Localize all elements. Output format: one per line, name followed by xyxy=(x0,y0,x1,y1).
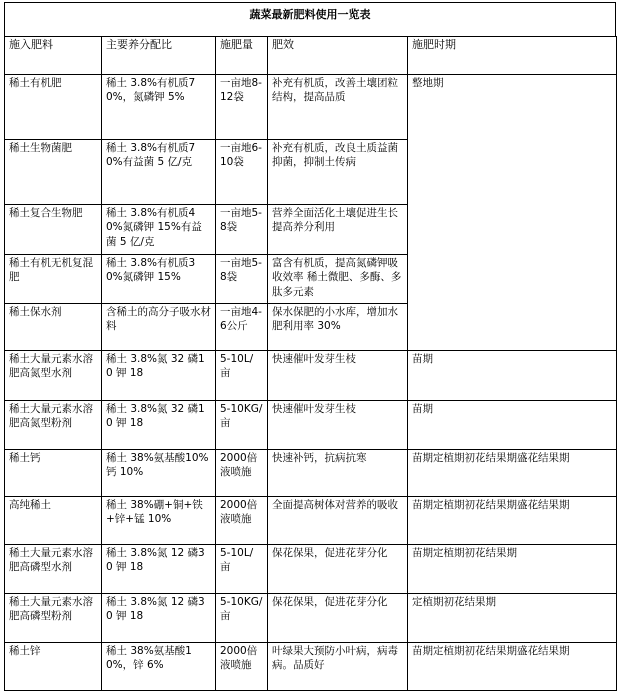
application-amount: 2000倍液喷施 xyxy=(216,497,268,545)
fertilizer-name: 稀土锌 xyxy=(5,643,102,691)
application-amount: 一亩地4-6公斤 xyxy=(216,304,268,351)
nutrient-ratio: 稀土 38%氨基酸10%，锌 6% xyxy=(102,643,216,691)
header-effect: 肥效 xyxy=(268,37,408,75)
fertilizer-name: 稀土生物菌肥 xyxy=(5,140,102,205)
fertilizer-table-frame xyxy=(4,2,616,691)
table-row xyxy=(5,450,617,497)
application-amount: 一亩地8-12袋 xyxy=(216,75,268,140)
application-period: 苗期 xyxy=(408,401,617,450)
header-row xyxy=(5,37,617,75)
nutrient-ratio: 稀土 3.8%氮 12 磷30 钾 18 xyxy=(102,594,216,643)
table-row xyxy=(5,643,617,691)
header-ratio: 主要养分配比 xyxy=(102,37,216,75)
table-title: 蔬菜最新肥料使用一览表 xyxy=(4,2,616,36)
header-amount: 施肥量 xyxy=(216,37,268,75)
nutrient-ratio: 稀土 3.8%有机质30%氮磷钾 15% xyxy=(102,255,216,304)
fertilizer-effect: 保花保果，促进花芽分化 xyxy=(268,594,408,643)
fertilizer-name: 稀土有机肥 xyxy=(5,75,102,140)
table-row xyxy=(5,351,617,401)
application-amount: 一亩地6-10袋 xyxy=(216,140,268,205)
application-period: 苗期定植期初花结果期盛花结果期 xyxy=(408,643,617,691)
application-period: 定植期初花结果期 xyxy=(408,594,617,643)
fertilizer-effect: 叶绿果大预防小叶病，病毒病。品质好 xyxy=(268,643,408,691)
application-amount: 5-10KG/亩 xyxy=(216,401,268,450)
fertilizer-effect: 保花保果，促进花芽分化 xyxy=(268,545,408,594)
fertilizer-table xyxy=(4,36,617,691)
application-period: 苗期 xyxy=(408,351,617,401)
application-amount: 2000倍液喷施 xyxy=(216,643,268,691)
fertilizer-name: 稀土复合生物肥 xyxy=(5,205,102,255)
fertilizer-name: 稀土大量元素水溶肥高氮型水剂 xyxy=(5,351,102,401)
application-amount: 一亩地5-8袋 xyxy=(216,205,268,255)
fertilizer-effect: 富含有机质，提高氮磷钾吸收效率 稀土微肥、多酶、多肽多元素 xyxy=(268,255,408,304)
application-amount: 5-10KG/亩 xyxy=(216,594,268,643)
nutrient-ratio: 稀土 3.8%氮 12 磷30 钾 18 xyxy=(102,545,216,594)
table-row xyxy=(5,401,617,450)
nutrient-ratio: 稀土 3.8%有机质70%，氮磷钾 5% xyxy=(102,75,216,140)
application-period: 苗期定植期初花结果期盛花结果期 xyxy=(408,497,617,545)
nutrient-ratio: 稀土 3.8%氮 32 磷10 钾 18 xyxy=(102,401,216,450)
fertilizer-name: 稀土保水剂 xyxy=(5,304,102,351)
fertilizer-effect: 补充有机质，改善土壤团粒结构，提高品质 xyxy=(268,75,408,140)
header-period: 施肥时期 xyxy=(408,37,617,75)
fertilizer-name: 高纯稀土 xyxy=(5,497,102,545)
fertilizer-effect: 快速催叶发芽生枝 xyxy=(268,351,408,401)
fertilizer-effect: 快速补钙，抗病抗寒 xyxy=(268,450,408,497)
nutrient-ratio: 含稀土的高分子吸水材料 xyxy=(102,304,216,351)
nutrient-ratio: 稀土 3.8%有机质70%有益菌 5 亿/克 xyxy=(102,140,216,205)
table-row xyxy=(5,594,617,643)
table-row xyxy=(5,75,617,140)
fertilizer-name: 稀土钙 xyxy=(5,450,102,497)
fertilizer-name: 稀土大量元素水溶肥高磷型水剂 xyxy=(5,545,102,594)
application-period: 苗期定植期初花结果期 xyxy=(408,545,617,594)
nutrient-ratio: 稀土 3.8%有机质40%氮磷钾 15%有益菌 5 亿/克 xyxy=(102,205,216,255)
nutrient-ratio: 稀土 3.8%氮 32 磷10 钾 18 xyxy=(102,351,216,401)
fertilizer-name: 稀土有机无机复混肥 xyxy=(5,255,102,304)
header-fertilizer: 施入肥料 xyxy=(5,37,102,75)
table-row xyxy=(5,545,617,594)
application-amount: 一亩地5-8袋 xyxy=(216,255,268,304)
application-amount: 2000倍液喷施 xyxy=(216,450,268,497)
fertilizer-effect: 补充有机质，改良土质益菌抑菌，抑制土传病 xyxy=(268,140,408,205)
application-amount: 5-10L/亩 xyxy=(216,351,268,401)
nutrient-ratio: 稀土 38%氨基酸10%钙 10% xyxy=(102,450,216,497)
fertilizer-effect: 快速催叶发芽生枝 xyxy=(268,401,408,450)
application-amount: 5-10L/亩 xyxy=(216,545,268,594)
fertilizer-effect: 保水保肥的小水库，增加水肥利用率 30% xyxy=(268,304,408,351)
application-period: 苗期定植期初花结果期盛花结果期 xyxy=(408,450,617,497)
fertilizer-effect: 全面提高树体对营养的吸收 xyxy=(268,497,408,545)
fertilizer-name: 稀土大量元素水溶肥高磷型粉剂 xyxy=(5,594,102,643)
nutrient-ratio: 稀土 38%硼+铜+铁+锌+锰 10% xyxy=(102,497,216,545)
fertilizer-effect: 营养全面活化土壤促进生长提高养分利用 xyxy=(268,205,408,255)
application-period: 整地期 xyxy=(408,75,617,351)
fertilizer-name: 稀土大量元素水溶肥高氮型粉剂 xyxy=(5,401,102,450)
table-row xyxy=(5,497,617,545)
